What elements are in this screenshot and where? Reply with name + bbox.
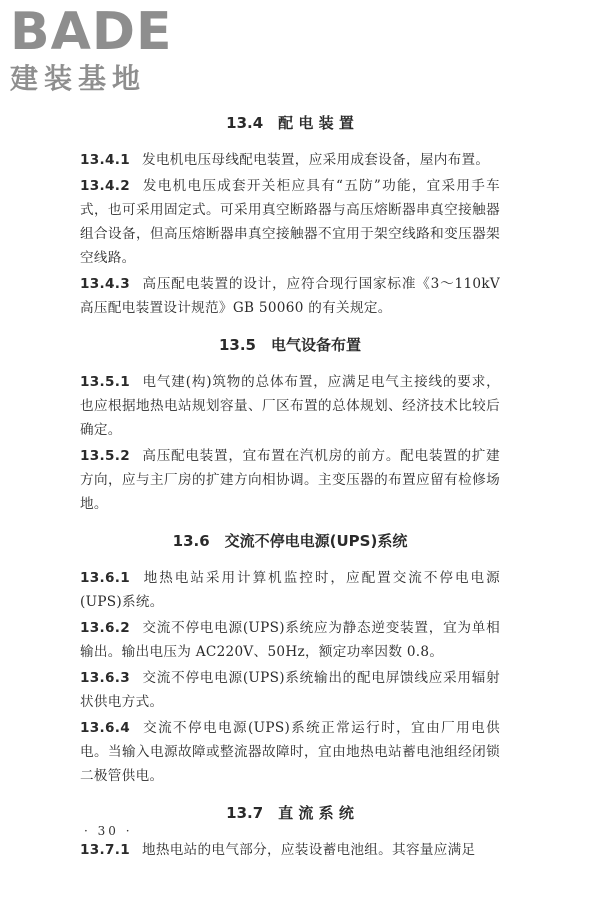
clause	[80, 174, 500, 270]
logo-subtitle: 建装基地	[10, 62, 147, 95]
clause	[80, 666, 500, 714]
section-13-5	[80, 334, 500, 516]
clause-text: 发电机电压母线配电装置，应采用成套设备，屋内布置。	[141, 152, 490, 168]
section-13-4	[80, 112, 500, 320]
section-13-6	[80, 530, 500, 788]
section-heading: 13.4 配 电 装 置	[226, 114, 354, 132]
clause	[80, 272, 500, 320]
clause-text: 地热电站的电气部分，应装设蓄电池组。其容量应满足	[141, 842, 476, 858]
clause	[80, 148, 500, 172]
clause-number: 13.6.3	[80, 670, 130, 686]
clause-text: 高压配电装置，宜布置在汽机房的前方。配电装置的扩建方向，应与主厂房的扩建方向相协调。主变压器的布置应留有检修场地。	[80, 448, 500, 512]
bade-logo	[10, 4, 173, 96]
clause-number: 13.6.1	[80, 570, 130, 586]
section-13-7	[80, 802, 500, 862]
logo-brand: BADE	[10, 2, 173, 62]
section-heading: 13.6 交流不停电电源(UPS)系统	[172, 532, 408, 550]
page-number: · 30 ·	[84, 824, 133, 838]
clause	[80, 370, 500, 442]
clause-number: 13.6.4	[80, 720, 130, 736]
clause-text: 地热电站采用计算机监控时，应配置交流不停电电源(UPS)系统。	[80, 570, 500, 610]
document-body	[80, 112, 500, 864]
clause-text: 发电机电压成套开关柜应具有“五防”功能，宜采用手车式，也可采用固定式。可采用真空断路器与高压熔断器串真空接触器组合设备，但高压熔断器串真空接触器不宜用于架空线路和变压器架空线路。	[80, 178, 500, 266]
clause-number: 13.7.1	[80, 842, 130, 858]
clause-number: 13.5.2	[80, 448, 130, 464]
clause	[80, 616, 500, 664]
clause-text: 交流不停电电源(UPS)系统输出的配电屏馈线应采用辐射状供电方式。	[80, 670, 500, 710]
section-heading: 13.5 电气设备布置	[218, 336, 361, 354]
section-heading: 13.7 直 流 系 统	[226, 804, 354, 822]
clause-number: 13.5.1	[80, 374, 130, 390]
clause-text: 交流不停电电源(UPS)系统应为静态逆变装置，宜为单相输出。输出电压为 AC220V、50Hz，额定功率因数 0.8。	[80, 620, 500, 660]
clause-text: 电气建(构)筑物的总体布置，应满足电气主接线的要求，也应根据地热电站规划容量、厂区布置的总体规划、经济技术比较后确定。	[80, 374, 500, 438]
clause-number: 13.4.1	[80, 152, 130, 168]
clause	[80, 838, 500, 862]
clause-text: 高压配电装置的设计，应符合现行国家标准《3～110kV高压配电装置设计规范》GB 50060 的有关规定。	[80, 276, 500, 316]
clause	[80, 566, 500, 614]
clause-number: 13.6.2	[80, 620, 130, 636]
clause	[80, 716, 500, 788]
clause-number: 13.4.2	[80, 178, 130, 194]
clause	[80, 444, 500, 516]
clause-number: 13.4.3	[80, 276, 130, 292]
clause-text: 交流不停电电源(UPS)系统正常运行时，宜由厂用电供电。当输入电源故障或整流器故障时，宜由地热电站蓄电池组经闭锁二极管供电。	[80, 720, 500, 784]
